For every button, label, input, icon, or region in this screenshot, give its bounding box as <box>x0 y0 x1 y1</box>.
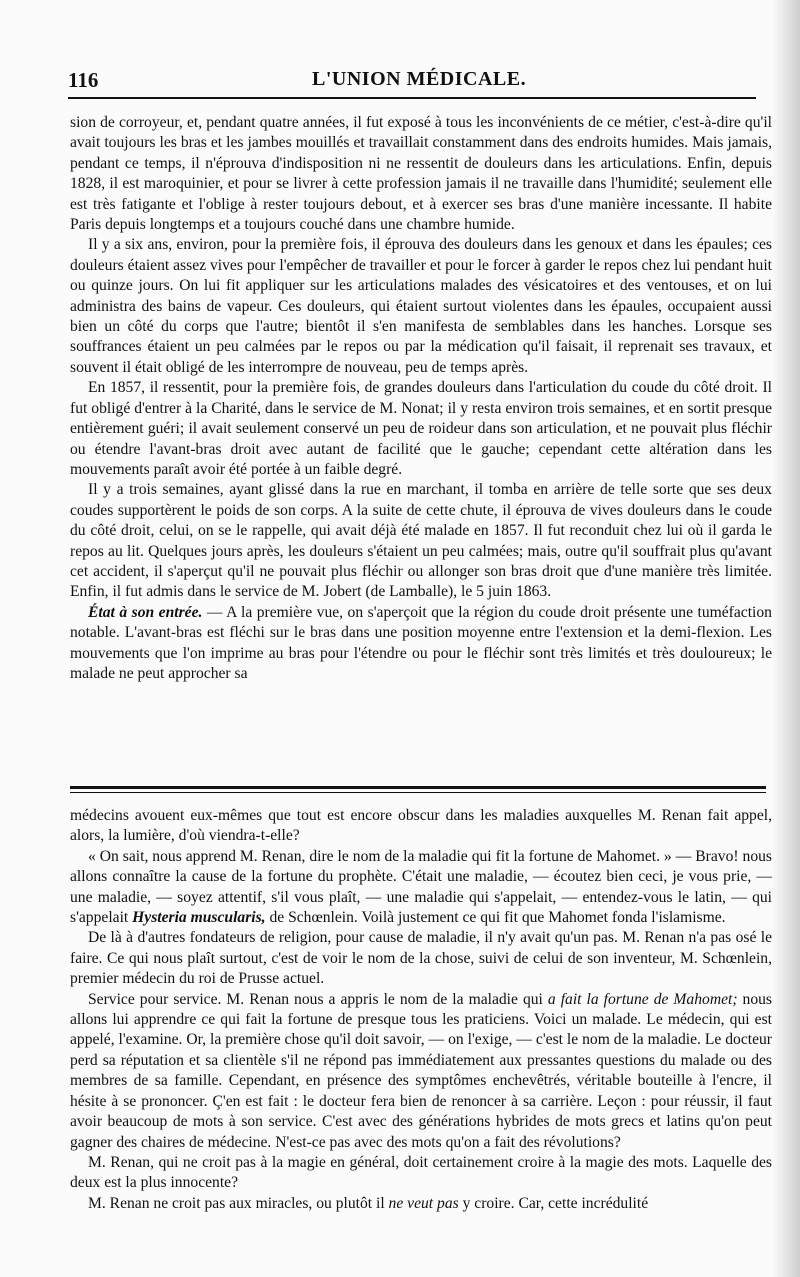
italic-phrase-ne-veut-pas: ne veut pas <box>388 1194 459 1212</box>
page-number: 116 <box>68 68 99 92</box>
feuilleton-paragraph-1: médecins avouent eux-mêmes que tout est encore obscur dans les maladies auxquelles M. Renan fait appel, alors, la lumière, d'où viendra-t-elle? <box>70 807 772 845</box>
feuilleton-paragraph-6a: M. Renan ne croit pas aux miracles, ou plutôt il <box>88 1194 389 1212</box>
feuilleton-paragraph-4b: nous allons lui apprendre ce qui fait la fortune de presque tous les praticiens. Voici un malade. Le médecin, qui est appelé, l'examine. Or, la première chose qu'il doit savoir, — on l'exige, — c'est le nom de la maladie. Le docteur perd sa réputation et sa clientèle s'il ne répond pas immédiatement aux pressantes questions du malade ou des membres de sa famille. Cependant, en présence des symptômes enchevêtrés, véritable bouteille à l'encre, il hésite à se prononcer. Ç'en est fait : le docteur fera bien de renoncer à sa carrière. Leçon : pour réussir, il faut avoir beaucoup de mots à son service. C'est avec des générations hybrides de mots grecs et latins qu'on peut gagner des chaires de médecine. N'est-ce pas avec des mots qu'on a fait des révolutions? <box>70 990 773 1151</box>
feuilleton-paragraph-6 <box>70 1194 772 1214</box>
latin-term: Hysteria muscularis, <box>132 909 266 927</box>
page-header <box>68 68 754 96</box>
case-paragraph-1: sion de corroyeur, et, pendant quatre années, il fut exposé à tous les inconvénients de ce métier, c'est-à-dire qu'il avait toujours les bras et les jambes mouillés et travaillait constamment dans des endroits humides. Mais jamais, pendant ce temps, il n'éprouva d'indisposition ni ne ressentit de douleurs dans les articulations. Enfin, depuis 1828, il est maroquinier, et pour se livrer à cette profession jamais il ne travaille dans l'humidité; seulement elle est très fatigante et l'oblige à rester toujours debout, et à exercer ses bras d'une manière incessante. Il habite Paris depuis longtemps et a toujours couché dans une chambre humide. <box>70 114 772 234</box>
feuilleton-separator <box>70 786 766 789</box>
feuilleton-paragraph-6b: y croire. Car, cette incrédulité <box>458 1194 649 1212</box>
header-rule <box>68 97 756 99</box>
feuilleton-paragraph-3: De là à d'autres fondateurs de religion, pour cause de maladie, il n'y avait qu'un pas. M. Renan n'a pas osé le faire. Ce qui nous plaît surtout, c'est de voir le nom de la chose, suivi de celui de son inventeur, M. Schœnlein, premier médecin du roi de Prusse actuel. <box>70 929 772 988</box>
feuilleton-section <box>70 806 772 1214</box>
feuilleton-separator-thin <box>70 792 766 793</box>
case-paragraph-3: En 1857, il ressentit, pour la première fois, de grandes douleurs dans l'articulation du coude du côté droit. Il fut obligé d'entrer à la Charité, dans le service de M. Nonat; il y resta environ trois semaines, et en sortit presque entièrement guéri; il avait seulement conservé un peu de roideur dans son articulation, et ne pouvait plus fléchir ou étendre l'avant-bras droit avec autant de facilité que le gauche; cependant cette altération dans les mouvements paraît avoir été portée à un faible degré. <box>70 379 772 478</box>
feuilleton-paragraph-2a: « On sait, nous apprend M. Renan, dire le nom de la maladie qui fit la fortune de Mahomet. » — Bravo! nous allons connaître la cause de la fortune du prophète. C'était une maladie, — écoutez bien ceci, je vous prie, — une maladie, — soyez attentif, s'il vous plaît, — une maladie qui s'appelait, — entendez-vous le latin, — qui s'appelait <box>70 847 772 927</box>
running-title: L'UNION MÉDICALE. <box>312 68 527 90</box>
case-paragraph-5 <box>70 603 772 685</box>
italic-phrase-mahomet: a fait la fortune de Mahomet; <box>547 990 738 1008</box>
case-paragraph-2: Il y a six ans, environ, pour la première fois, il éprouva des douleurs dans les genoux et dans les épaules; ces douleurs étaient assez vives pour l'empêcher de travailler et pour le forcer à garder le repos chez lui pendant huit ou quinze jours. On lui fit appliquer sur les articulations malades des vésicatoires et des ventouses, et on lui administra des bains de vapeur. Ces douleurs, qui étaient surtout violentes dans les épaules, occupaient aussi bien un côté du corps que l'autre; bientôt il s'en manifesta de semblables dans les hanches. Lorsque ses souffrances étaient un peu calmées par le repos ou par la médication qu'il faisait, il reprenait ses travaux, et souvent il était obligé de les interrompre de nouveau, peu de temps après. <box>70 236 772 376</box>
case-report-section <box>70 113 772 684</box>
case-paragraph-4: Il y a trois semaines, ayant glissé dans la rue en marchant, il tomba en arrière de telle sorte que ses deux coudes supportèrent le poids de son corps. A la suite de cette chute, il éprouva de vives douleurs dans le coude du côté droit, celui, on se le rappelle, qui avait déjà été malade en 1857. Il fut reconduit chez lui où il garda le repos au lit. Quelques jours après, les douleurs s'étaient un peu calmées; mais, outre qu'il souffrait plus qu'avant cet accident, il s'aperçut qu'il ne pouvait plus fléchir ou allonger son bras droit que d'une manière très limitée. Enfin, il fut admis dans le service de M. Jobert (de Lamballe), le 5 juin 1863. <box>70 481 772 601</box>
case-paragraph-5-text: — A la première vue, on s'aperçoit que la région du coude droit présente une tuméfaction notable. L'avant-bras est fléchi sur le bras dans une position moyenne entre l'extension et la demi-flexion. Les mouvements que l'on imprime au bras pour l'étendre ou pour le fléchir sont très limités et très douloureux; le malade ne peut approcher sa <box>70 603 772 682</box>
feuilleton-paragraph-4 <box>70 990 772 1153</box>
feuilleton-paragraph-2 <box>70 847 772 929</box>
feuilleton-paragraph-2b: de Schœnlein. Voilà justement ce qui fit que Mahomet fonda l'islamisme. <box>265 909 726 927</box>
feuilleton-paragraph-5: M. Renan, qui ne croit pas à la magie en général, doit certainement croire à la magie des mots. Laquelle des deux est la plus innocente? <box>70 1153 772 1192</box>
feuilleton-paragraph-4a: Service pour service. M. Renan nous a appris le nom de la maladie qui <box>88 990 548 1008</box>
section-heading-etat: État à son entrée. <box>88 603 203 621</box>
